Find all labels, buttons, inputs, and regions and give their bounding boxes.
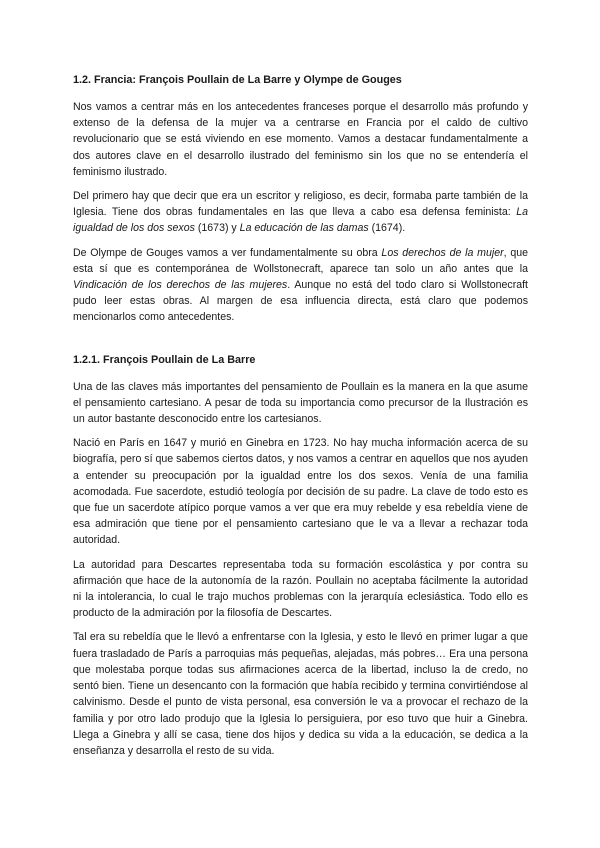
section-heading-francia: 1.2. Francia: François Poullain de La Barre y Olympe de Gouges <box>73 74 402 86</box>
paragraph-pensamiento-cartesiano: Una de las claves más importantes del pensamiento de Poullain es la manera en la que asume el pensamiento cartesiano. A pesar de toda su importancia como precursor de la Ilustración es un autor bastante desconocido entre los cartesianos. <box>73 380 528 426</box>
paragraph-primer-autor <box>73 188 528 237</box>
text-run: , que esta sí que es contemporánea de Wollstonecraft, aparece tan solo un año antes que la <box>73 246 528 275</box>
paragraph-antecedentes-franceses: Nos vamos a centrar más en los antecedentes franceses porque el desarrollo más profundo y extenso de la defensa de la mujer va a centrarse en Francia por el caldo de cultivo revolucionario que se está viviendo en ese momento. Vamos a destacar fundamentalmente a dos autores clave en el desarrollo ilustrado del feminismo sin los que no se entendería el feminismo ilustrado. <box>73 101 528 178</box>
text-run: (1673) y <box>194 222 240 235</box>
paragraph-rebeldia: Tal era su rebeldía que le llevó a enfrentarse con la Iglesia, y esto le llevó en primer lugar a que fuera trasladado de París a parroquias más pequeñas, alejadas, más pobres… Era una persona que molestaba porque todas sus afirmaciones acerca de la libertad, incluso la de credo, no sentó bien. Tiene un desencanto con la formación que había recibido y termina convirtiéndose al calvinismo. Desde el punto de vista personal, esa conversión le va a provocar el rechazo de la familia y por otro lado produjo que la Iglesia lo persiguiera, por eso tuvo que huir a Ginebra. Llega a Ginebra y allí se casa, tiene dos hijos y dedica su vida a la educación, se dedica a la enseñanza y desarrolla el resto de su vida. <box>73 631 528 757</box>
book-title-igualdad: La igualdad de los dos sexos <box>73 206 528 235</box>
text-run: De Olympe de Gouges vamos a ver fundamentalmente su obra <box>73 246 382 259</box>
paragraph-autoridad: La autoridad para Descartes representaba toda su formación escolástica y por contra su afirmación que hace de la autonomía de la razón. Poullain no aceptaba fácilmente la autoridad ni la intolerancia, lo cual le trajo muchos problemas con la jerarquía eclesiástica. Todo ello es producto de la admiración por la filosofía de Descartes. <box>73 558 528 620</box>
paragraph-olympe-de-gouges <box>73 245 528 326</box>
book-title-educacion: La educación de las damas <box>239 222 369 235</box>
text-run: . Aunque no está del todo claro si Wollstonecraft pudo leer estas obras. Al margen de esa influencia directa, está claro que podemos mencionarlos como antecedentes. <box>73 279 528 324</box>
book-title-vindicacion: Vindicación de los derechos de las mujeres <box>73 279 288 292</box>
text-run: Del primero hay que decir que era un escritor y religioso, es decir, formaba parte también de la Iglesia. Tiene dos obras fundamentales en las que lleva a cabo esa defensa feminista: <box>73 190 528 219</box>
text-run: (1674). <box>368 222 406 235</box>
section-heading-poullain: 1.2.1. François Poullain de La Barre <box>73 353 256 366</box>
book-title-derechos-mujer: Los derechos de la mujer <box>381 246 504 259</box>
paragraph-biografia: Nació en París en 1647 y murió en Ginebra en 1723. No hay mucha información acerca de su biografía, pero sí que sabemos ciertos datos, y nos vamos a centrar en aquellos que nos ayuden a entender su preocupación por la igualdad entre los dos sexos. Venía de una familia acomodada. Fue sacerdote, estudió teología por decisión de su padre. La clave de todo esto es que fue un sacerdote atípico porque vamos a ver que era muy rebelde y esa rebeldía viene de esa admiración que tiene por el pensamiento cartesiano que le va a llevar a rechazar toda autoridad. <box>73 437 528 547</box>
